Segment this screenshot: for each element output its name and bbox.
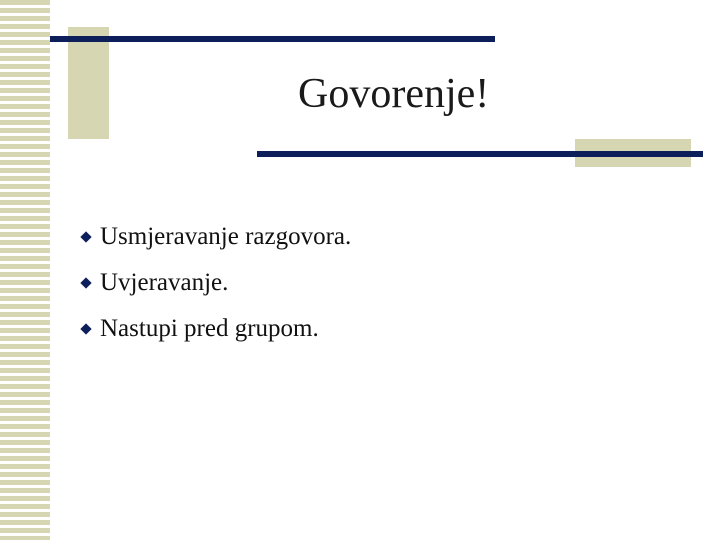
bullet-text: Nastupi pred grupom.	[100, 315, 319, 342]
bullet-item	[78, 306, 351, 352]
bullet-text: Usmjeravanje razgovora.	[100, 223, 352, 250]
top-left-accent-block	[68, 27, 109, 139]
slide-title: Govorenje!	[298, 71, 490, 117]
diamond-bullet-icon	[80, 231, 91, 242]
left-decorative-stripes	[0, 0, 50, 540]
bullet-list	[78, 214, 351, 352]
bullet-text: Uvjeravanje.	[100, 269, 229, 296]
bullet-item	[78, 260, 351, 306]
bullet-item	[78, 214, 351, 260]
bottom-accent-line	[257, 151, 703, 157]
top-accent-line	[50, 36, 495, 42]
diamond-bullet-icon	[80, 277, 91, 288]
diamond-bullet-icon	[80, 323, 91, 334]
